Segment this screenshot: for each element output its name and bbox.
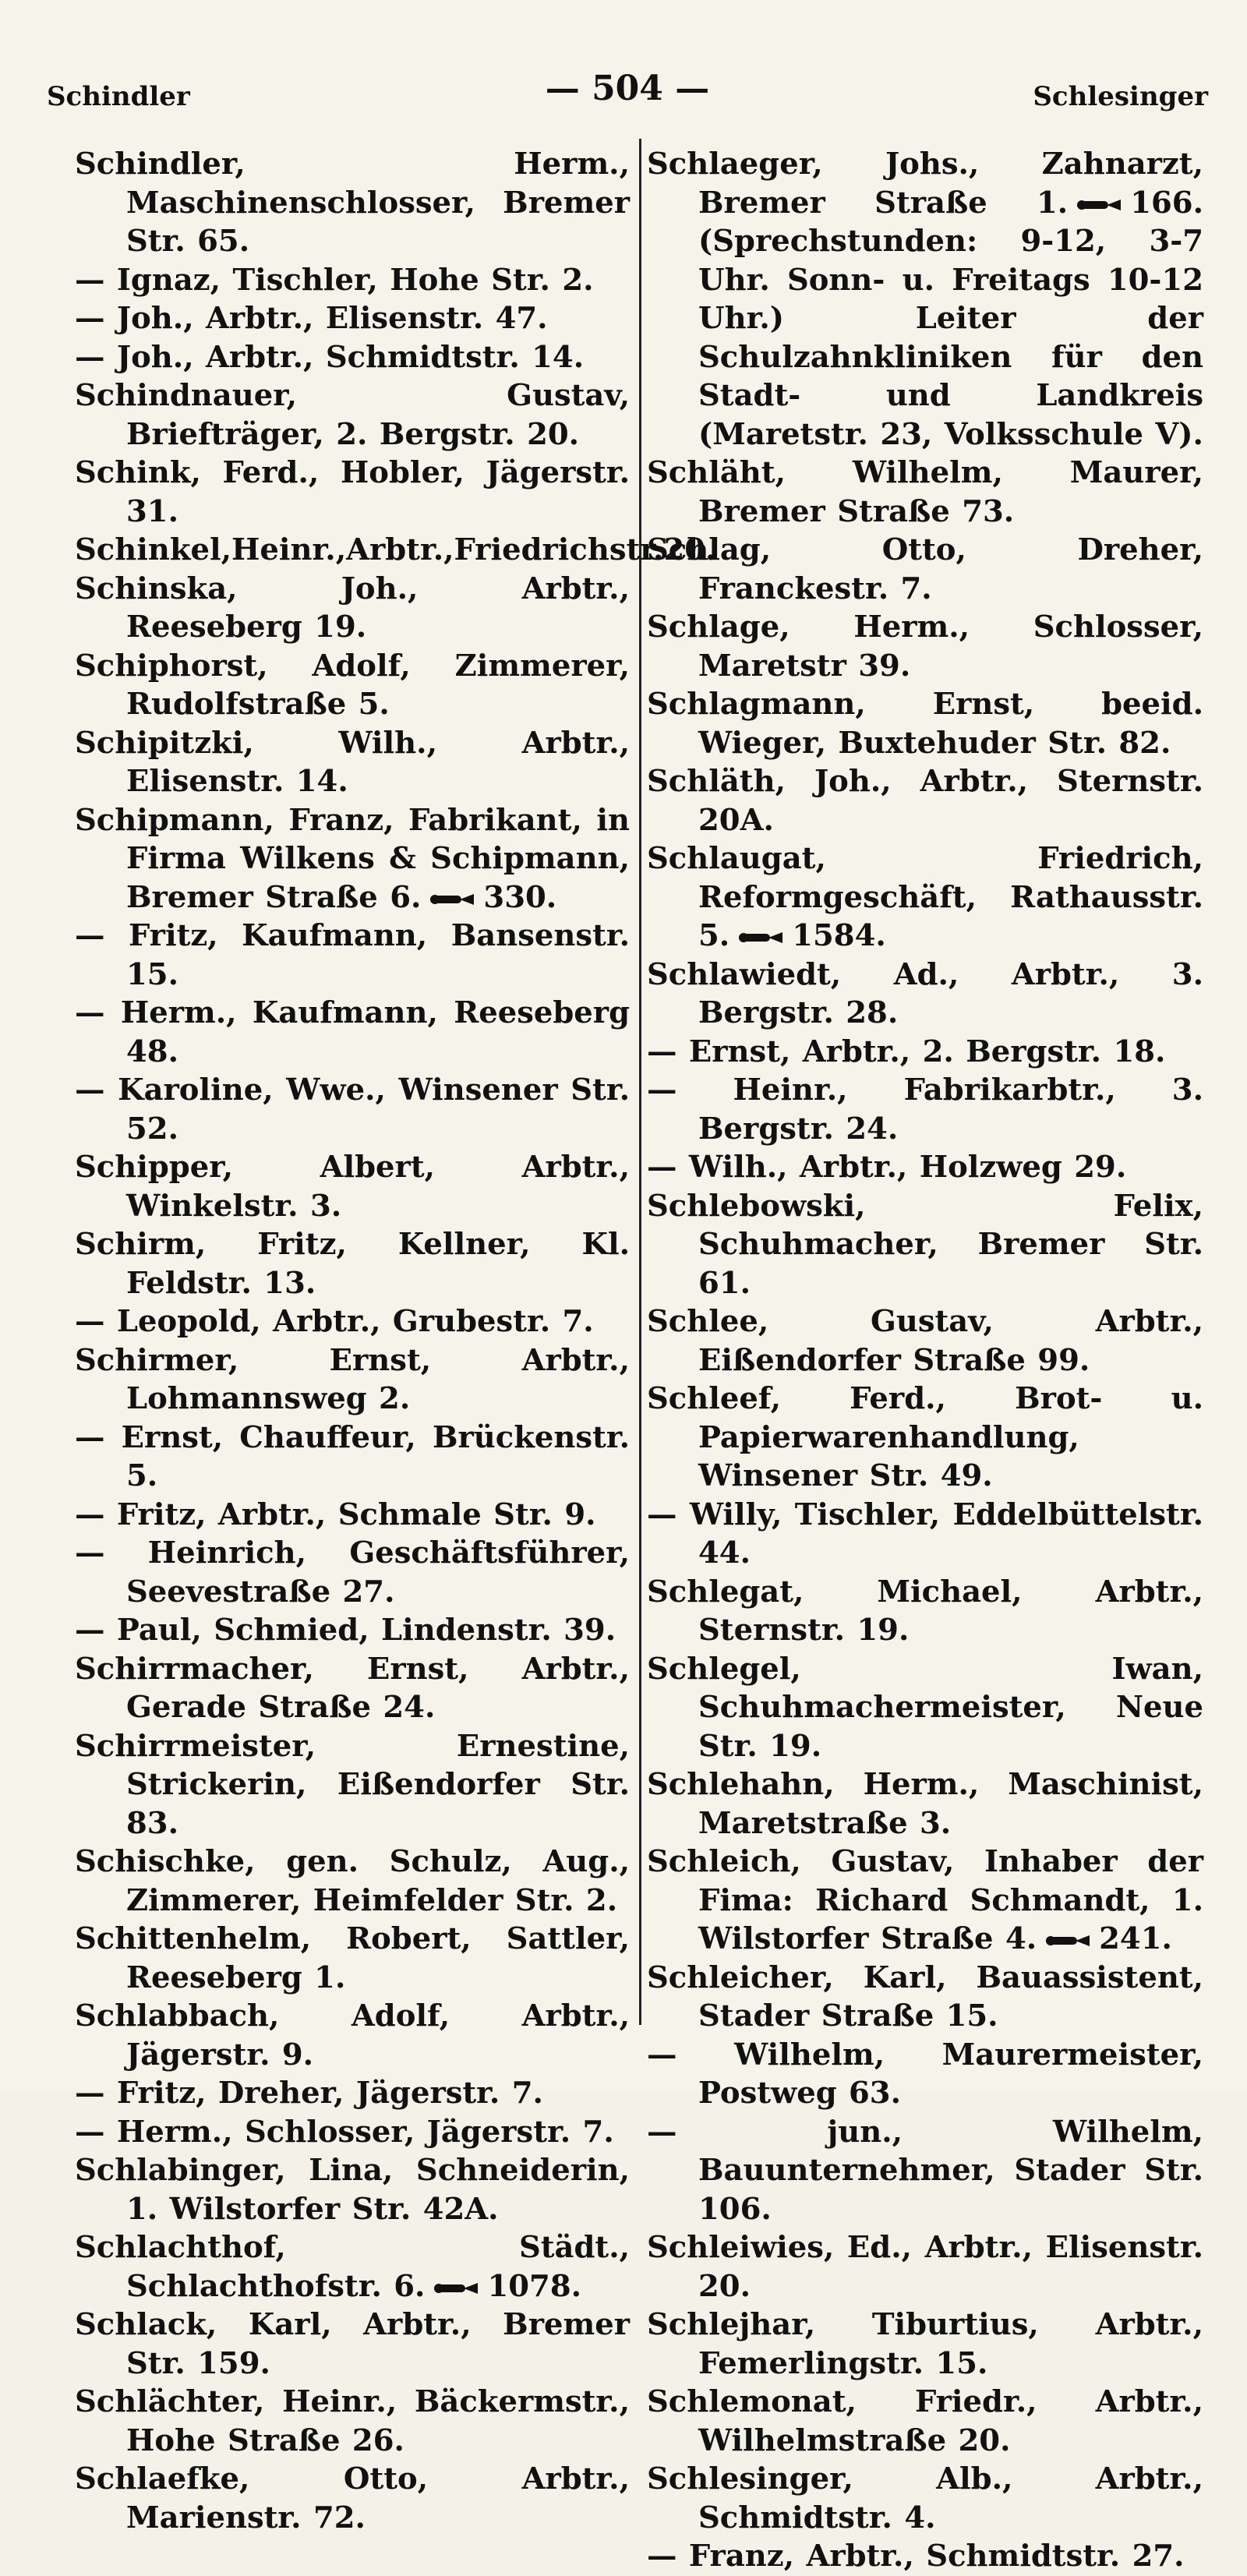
entry-text: Schipper, Albert, Arbtr., Winkelstr. 3. bbox=[75, 1150, 630, 1224]
directory-entry bbox=[647, 1765, 1203, 1843]
entry-text: — Herm., Kaufmann, Reeseberg 48. bbox=[75, 995, 630, 1069]
entry-text: — Fritz, Kaufmann, Bansenstr. 15. bbox=[75, 918, 630, 992]
directory-entry bbox=[647, 608, 1203, 685]
entry-text: Schindnauer, Gustav, Briefträger, 2. Bergstr. 20. bbox=[75, 378, 630, 452]
telephone-icon bbox=[737, 929, 784, 946]
entry-text: Schlesinger, Alb., Arbtr., Schmidtstr. 4. bbox=[647, 2461, 1203, 2535]
directory-entry bbox=[647, 1843, 1203, 1959]
entry-text: Schinkel,Heinr.,Arbtr.,Friedrichstr.20. bbox=[75, 532, 716, 567]
directory-entry bbox=[647, 2036, 1203, 2113]
directory-entry bbox=[647, 1380, 1203, 1496]
directory-entry bbox=[647, 454, 1203, 531]
entry-text: Schlawiedt, Ad., Arbtr., 3. Bergstr. 28. bbox=[647, 956, 1203, 1030]
entry-text: Schleiwies, Ed., Arbtr., Elisenstr. 20. bbox=[647, 2230, 1203, 2304]
entry-text: Schlachthof, Städt., Schlachthofstr. 6. bbox=[75, 2230, 630, 2304]
entry-text: — Heinrich, Geschäftsführer, Seevestraße 27. bbox=[75, 1535, 630, 1610]
directory-entry bbox=[647, 1148, 1203, 1187]
entry-text: Schleicher, Karl, Bauassistent, Stader Straße 15. bbox=[647, 1959, 1203, 2034]
entry-text: Schlächter, Heinr., Bäckermstr., Hohe Straße 26. bbox=[75, 2384, 630, 2458]
directory-entry bbox=[647, 2537, 1203, 2576]
directory-entry bbox=[647, 1496, 1203, 1573]
directory-entry bbox=[647, 2306, 1203, 2383]
entry-text: Schiphorst, Adolf, Zimmerer, Rudolfstraße 5. bbox=[75, 648, 630, 722]
directory-entry bbox=[75, 376, 630, 454]
entry-text: — Karoline, Wwe., Winsener Str. 52. bbox=[75, 1072, 630, 1147]
directory-entry bbox=[647, 685, 1203, 762]
left-column bbox=[75, 145, 716, 2537]
directory-entry bbox=[75, 801, 630, 917]
entry-text: Schlage, Herm., Schlosser, Maretstr 39. bbox=[647, 610, 1203, 684]
running-head-left: Schindler bbox=[47, 81, 190, 112]
entry-text: Schlaugat, Friedrich, Reformgeschäft, Rathausstr. 5. bbox=[647, 841, 1203, 953]
directory-entry bbox=[75, 1225, 630, 1302]
entry-text: — Leopold, Arbtr., Grubestr. 7. bbox=[75, 1304, 594, 1339]
entry-text: — Ignaz, Tischler, Hohe Str. 2. bbox=[75, 262, 594, 298]
directory-entry bbox=[75, 724, 630, 801]
directory-entry bbox=[647, 2228, 1203, 2306]
directory-entry bbox=[75, 2074, 630, 2113]
phone-number: 330. bbox=[483, 879, 557, 915]
directory-entry bbox=[75, 2306, 630, 2383]
directory-entry bbox=[75, 261, 630, 300]
entry-text: Schlejhar, Tiburtius, Arbtr., Femerlingstr. 15. bbox=[647, 2307, 1203, 2381]
entry-text: Schlabbach, Adolf, Arbtr., Jägerstr. 9. bbox=[75, 1998, 630, 2072]
entry-text: Schirm, Fritz, Kellner, Kl. Feldstr. 13. bbox=[75, 1227, 630, 1301]
entry-text: Schläht, Wilhelm, Maurer, Bremer Straße 73. bbox=[647, 455, 1203, 529]
entry-text: — Paul, Schmied, Lindenstr. 39. bbox=[75, 1613, 616, 1648]
entry-text: Schirrmeister, Ernestine, Strickerin, Eißendorfer Str. 83. bbox=[75, 1728, 630, 1841]
directory-entry bbox=[75, 2383, 630, 2460]
entry-text: Schleef, Ferd., Brot- u. Papierwarenhandlung, Winsener Str. 49. bbox=[647, 1381, 1203, 1493]
directory-entry bbox=[647, 1033, 1203, 1072]
entry-text: Schipitzki, Wilh., Arbtr., Elisenstr. 14. bbox=[75, 725, 630, 799]
directory-entry bbox=[75, 338, 630, 377]
directory-entry bbox=[647, 1302, 1203, 1380]
entry-text: — Joh., Arbtr., Elisenstr. 47. bbox=[75, 301, 548, 336]
directory-entry bbox=[75, 1534, 630, 1611]
directory-entry bbox=[75, 1302, 630, 1341]
telephone-icon bbox=[433, 2280, 479, 2297]
entry-text: Schirmer, Ernst, Arbtr., Lohmannsweg 2. bbox=[75, 1342, 630, 1416]
entry-text: Schindler, Herm., Maschinenschlosser, Bremer Str. 65. bbox=[75, 147, 630, 259]
entry-text: — Ernst, Arbtr., 2. Bergstr. 18. bbox=[647, 1034, 1166, 1069]
directory-entry bbox=[647, 2460, 1203, 2537]
directory-entry bbox=[647, 2113, 1203, 2229]
directory-entry bbox=[647, 1573, 1203, 1650]
directory-entry bbox=[75, 1997, 630, 2074]
directory-entry bbox=[647, 1187, 1203, 1303]
entry-text: Schinska, Joh., Arbtr., Reeseberg 19. bbox=[75, 571, 630, 645]
entry-text: — Willy, Tischler, Eddelbüttelstr. 44. bbox=[647, 1496, 1203, 1571]
entry-text: Schlaeger, Johs., Zahnarzt, Bremer Straße 1. bbox=[647, 147, 1203, 221]
entry-text: Schischke, gen. Schulz, Aug., Zimmerer, Heimfelder Str. 2. bbox=[75, 1844, 630, 1918]
entry-text: Schlehahn, Herm., Maschinist, Maretstraße 3. bbox=[647, 1767, 1203, 1841]
entry-text: Schlebowski, Felix, Schuhmacher, Bremer Str. 61. bbox=[647, 1188, 1203, 1301]
entry-text: — Franz, Arbtr., Schmidtstr. 27. bbox=[647, 2539, 1185, 2574]
entry-text: Schirrmacher, Ernst, Arbtr., Gerade Straße 24. bbox=[75, 1651, 630, 1725]
entry-text: — Wilh., Arbtr., Holzweg 29. bbox=[647, 1150, 1127, 1185]
entry-text: — Ernst, Chauffeur, Brückenstr. 5. bbox=[75, 1419, 630, 1493]
entry-text: Schlee, Gustav, Arbtr., Eißendorfer Straße 99. bbox=[647, 1304, 1203, 1378]
entry-text: Schlegel, Iwan, Schuhmachermeister, Neue Str. 19. bbox=[647, 1651, 1203, 1764]
phone-number: 241. bbox=[1099, 1921, 1172, 1956]
directory-entry bbox=[75, 2113, 630, 2152]
directory-entry bbox=[75, 570, 630, 647]
running-head-right: Schlesinger bbox=[1033, 81, 1208, 112]
directory-entry bbox=[75, 917, 630, 994]
right-column bbox=[647, 145, 1203, 2576]
entry-text: Schittenhelm, Robert, Sattler, Reeseberg 1. bbox=[75, 1921, 630, 1995]
directory-entry bbox=[75, 994, 630, 1071]
entry-text: — Joh., Arbtr., Schmidtstr. 14. bbox=[75, 339, 585, 375]
entry-text: — Herm., Schlosser, Jägerstr. 7. bbox=[75, 2114, 614, 2150]
telephone-icon bbox=[1044, 1932, 1091, 1949]
directory-entry bbox=[75, 1071, 630, 1148]
directory-entry bbox=[75, 1419, 630, 1496]
entry-text: Schlack, Karl, Arbtr., Bremer Str. 159. bbox=[75, 2307, 630, 2381]
directory-entry bbox=[75, 2460, 630, 2537]
directory-entry bbox=[75, 299, 630, 338]
directory-entry bbox=[75, 2151, 630, 2228]
directory-entry bbox=[75, 2228, 630, 2306]
directory-entry bbox=[75, 1650, 630, 1727]
directory-entry bbox=[647, 1959, 1203, 2036]
directory-entry bbox=[647, 531, 1203, 608]
directory-entry bbox=[75, 1843, 630, 1920]
page-number: — 504 — bbox=[545, 69, 710, 108]
directory-entry bbox=[75, 1611, 630, 1650]
phone-number: 1584. bbox=[792, 918, 886, 953]
entry-text: Schlemonat, Friedr., Arbtr., Wilhelmstraße 20. bbox=[647, 2384, 1203, 2458]
column-divider bbox=[639, 139, 641, 2025]
directory-entry bbox=[75, 454, 630, 531]
directory-entry bbox=[75, 1341, 630, 1419]
entry-text: — Wilhelm, Maurermeister, Postweg 63. bbox=[647, 2037, 1203, 2111]
entry-text: Schlag, Otto, Dreher, Franckestr. 7. bbox=[647, 532, 1203, 606]
directory-entry bbox=[647, 1071, 1203, 1148]
directory-entry bbox=[647, 762, 1203, 839]
entry-text: Schlagmann, Ernst, beeid. Wieger, Buxtehuder Str. 82. bbox=[647, 687, 1203, 761]
directory-entry bbox=[75, 531, 716, 570]
directory-entry bbox=[75, 145, 630, 261]
entry-text: Schleich, Gustav, Inhaber der Fima: Richard Schmandt, 1. Wilstorfer Straße 4. bbox=[647, 1844, 1203, 1956]
entry-text: Schlaefke, Otto, Arbtr., Marienstr. 72. bbox=[75, 2461, 630, 2535]
entry-text: Schink, Ferd., Hobler, Jägerstr. 31. bbox=[75, 455, 630, 529]
directory-entry bbox=[647, 145, 1203, 454]
phone-number: 166. (Sprechstunden: 9-12, 3-7 Uhr. Sonn- u. Freitags 10-12 Uhr.) Leiter der Schulzahnkliniken für den Stadt- und Landkreis (Maretstr. 23, Volksschule V). bbox=[698, 185, 1203, 452]
phone-number: 1078. bbox=[487, 2268, 582, 2304]
directory-entry bbox=[647, 1650, 1203, 1766]
directory-entry bbox=[75, 1496, 630, 1535]
entry-text: Schläth, Joh., Arbtr., Sternstr. 20A. bbox=[647, 764, 1203, 838]
directory-entry bbox=[75, 1727, 630, 1843]
telephone-icon bbox=[429, 891, 475, 908]
directory-entry bbox=[647, 956, 1203, 1033]
entry-text: Schipmann, Franz, Fabrikant, in Firma Wilkens & Schipmann, Bremer Straße 6. bbox=[75, 802, 630, 915]
entry-text: Schlegat, Michael, Arbtr., Sternstr. 19. bbox=[647, 1574, 1203, 1648]
directory-entry bbox=[75, 647, 630, 724]
entry-text: — jun., Wilhelm, Bauunternehmer, Stader Str. 106. bbox=[647, 2114, 1203, 2227]
entry-text: — Heinr., Fabrikarbtr., 3. Bergstr. 24. bbox=[647, 1072, 1203, 1147]
entry-text: — Fritz, Dreher, Jägerstr. 7. bbox=[75, 2076, 543, 2111]
page-header bbox=[47, 69, 1208, 115]
directory-entry bbox=[75, 1148, 630, 1225]
directory-entry bbox=[647, 2383, 1203, 2460]
directory-entry bbox=[75, 1920, 630, 1997]
directory-entry bbox=[647, 839, 1203, 956]
entry-text: Schlabinger, Lina, Schneiderin, 1. Wilstorfer Str. 42A. bbox=[75, 2153, 630, 2227]
telephone-icon bbox=[1076, 196, 1122, 214]
entry-text: — Fritz, Arbtr., Schmale Str. 9. bbox=[75, 1496, 596, 1532]
